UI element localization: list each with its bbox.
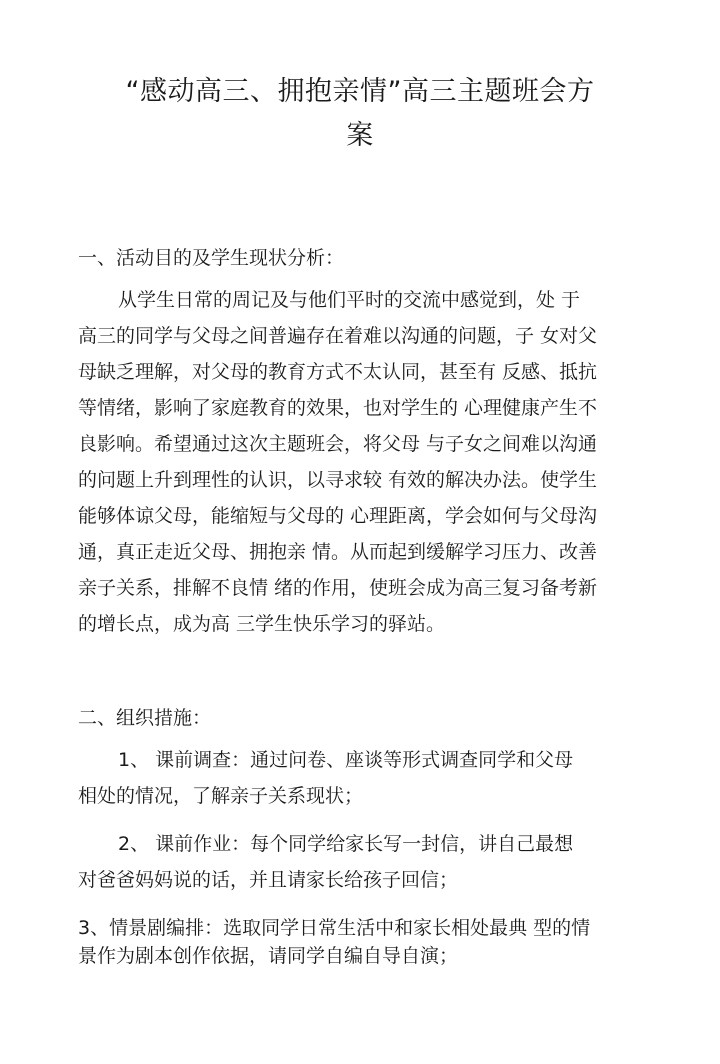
- list-item-3: [78, 914, 648, 970]
- paragraph-line: 的问题上升到理性的认识，以寻求较 有效的解决办法。使学生: [78, 469, 598, 491]
- paragraph-line: 从学生日常的周记及与他们平时的交流中感觉到，处 于: [118, 289, 581, 311]
- document-title: [60, 70, 660, 158]
- paragraph-line: 高三的同学与父母之间普遍存在着难以沟通的问题，子 女对父: [78, 325, 598, 347]
- section-2-heading: 二、组织措施：: [78, 707, 212, 729]
- list-item-line: 对爸爸妈妈说的话，并且请家长给孩子回信；: [78, 869, 459, 891]
- list-item-line: 1、 课前调查：通过问卷、座谈等形式调查同学和父母: [118, 749, 574, 771]
- list-item-line: 3、情景剧编排：选取同学日常生活中和家长相处最典 型的情: [78, 917, 591, 939]
- list-item-line: 2、 课前作业：每个同学给家长写一封信，讲自己最想: [118, 833, 574, 855]
- list-item-line: 景作为剧本创作依据，请同学自编自导自演；: [78, 945, 459, 967]
- list-item-2: [78, 826, 648, 898]
- paragraph-line: 良影响。希望通过这次主题班会，将父母 与子女之间难以沟通: [78, 433, 598, 455]
- paragraph-line: 母缺乏理解，对父母的教育方式不太认同，甚至有 反感、抵抗: [78, 361, 598, 383]
- list-item-line: 相处的情况，了解亲子关系现状；: [78, 785, 364, 807]
- paragraph-line: 能够体谅父母，能缩短与父母的 心理距离，学会如何与父母沟: [78, 505, 598, 527]
- title-line-2: 案: [346, 120, 374, 151]
- paragraph-line: 通，真正走近父母、拥抱亲 情。从而起到缓解学习压力、改善: [78, 541, 598, 563]
- paragraph-line: 的增长点，成为高 三学生快乐学习的驿站。: [78, 613, 446, 635]
- section-1-heading: 一、活动目的及学生现状分析：: [78, 247, 345, 269]
- paragraph-line: 等情绪，影响了家庭教育的效果，也对学生的 心理健康产生不: [78, 397, 598, 419]
- title-line-1: “感动高三、拥抱亲情”高三主题班会方: [125, 76, 595, 107]
- paragraph-line: 亲子关系，排解不良情 绪的作用，使班会成为高三复习备考新: [78, 577, 598, 599]
- section-1-paragraph: [78, 282, 648, 642]
- list-item-1: [78, 742, 648, 814]
